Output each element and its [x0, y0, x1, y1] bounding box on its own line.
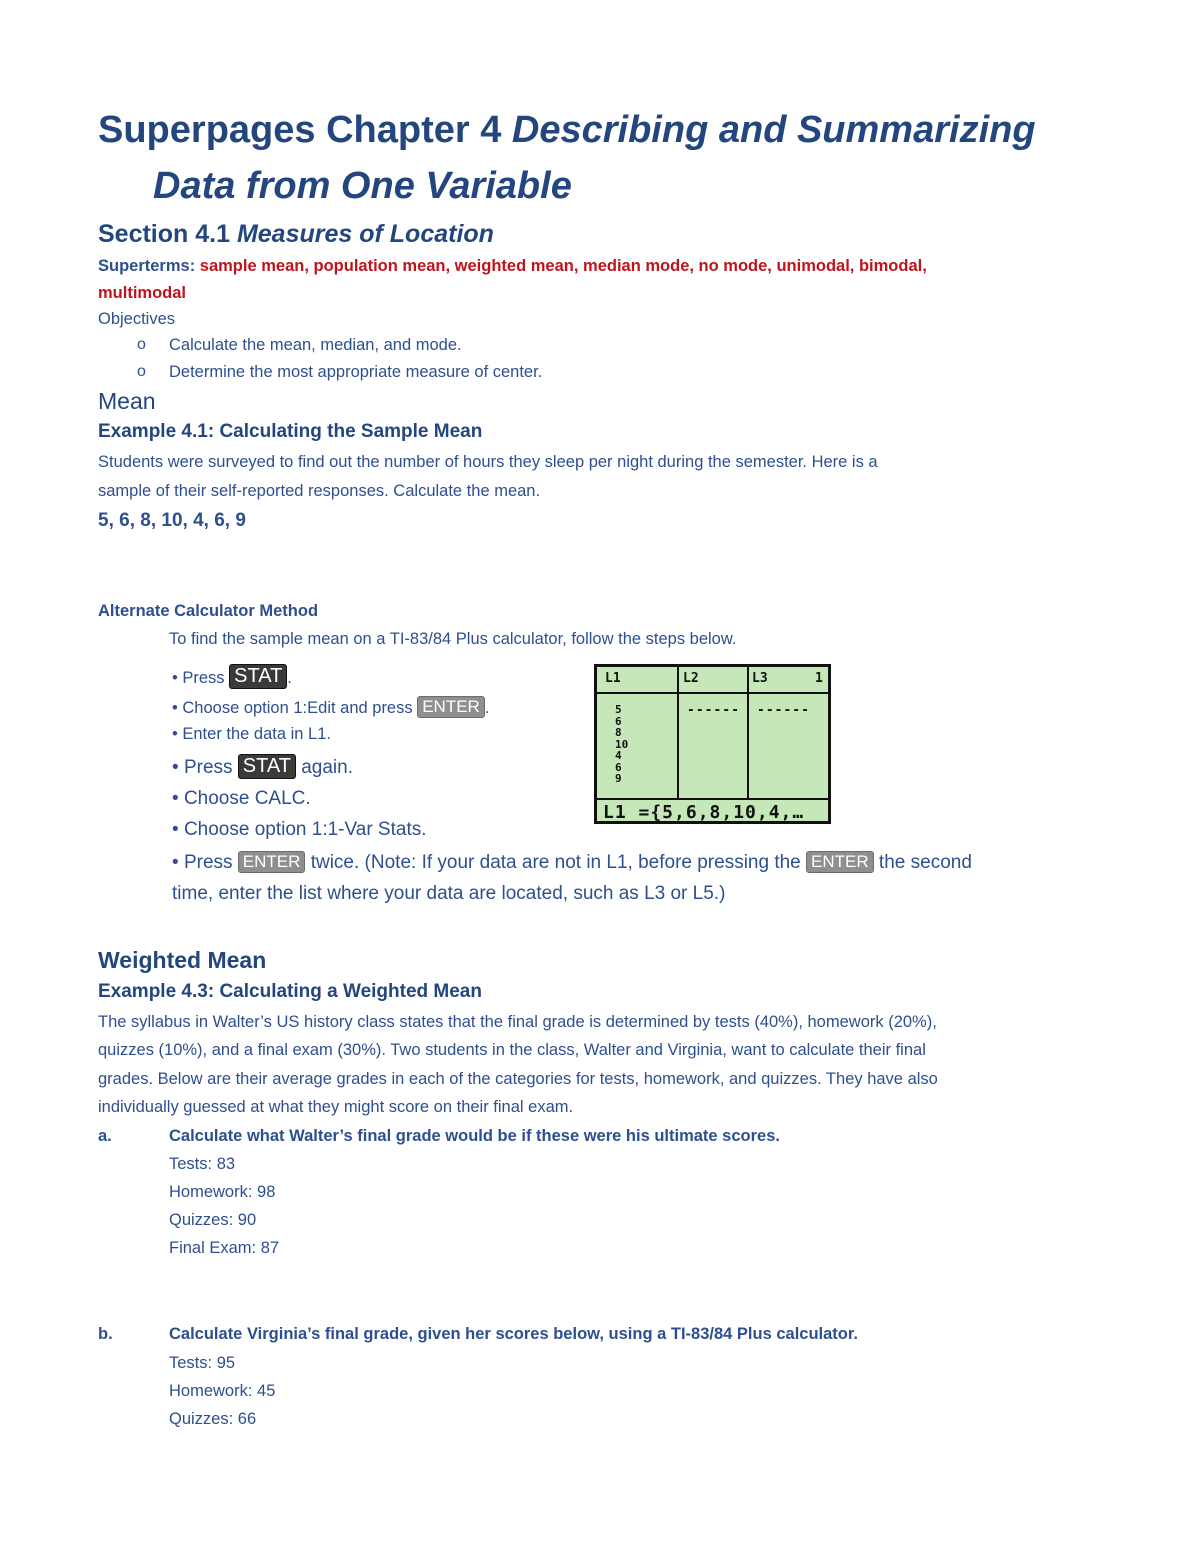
calc-col1-values [615, 704, 635, 785]
objective-item: Calculate the mean, median, and mode. [169, 336, 462, 354]
superterms-label: Superterms: [98, 257, 200, 275]
virginia-score: Quizzes: 66 [169, 1410, 257, 1428]
calc-col3-header: L3 [752, 671, 768, 686]
calc-value: 8 [615, 726, 622, 739]
calc-col2-dashes: ------ [687, 703, 740, 718]
virginia-score: Homework: 45 [169, 1382, 276, 1400]
superterms-line2: multimodal [98, 284, 187, 302]
mean-text-line1: Students were surveyed to find out the number of hours they sleep per night during the semester. Here is a [98, 453, 878, 471]
walter-score: Quizzes: 90 [169, 1211, 257, 1229]
weighted-text-line: The syllabus in Walter’s US history class states that the final grade is determined by tests (40%), homework (20%), [98, 1013, 937, 1031]
walter-score: Tests: 83 [169, 1155, 236, 1173]
calc-value: 5 [615, 703, 622, 716]
step-1: • Press STAT . [172, 665, 292, 687]
step-3: • Enter the data in L1. [172, 725, 331, 743]
step-6: • Choose option 1:1-Var Stats. [172, 819, 427, 840]
calc-header-rule [597, 692, 828, 694]
weighted-text-line: grades. Below are their average grades in each of the categories for tests, homework, and quizzes. They have also [98, 1070, 938, 1088]
part-a-label: a. [98, 1127, 112, 1145]
section-heading: Section 4.1 Measures of Location [98, 220, 494, 248]
step-2: • Choose option 1:Edit and press ENTER . [172, 697, 490, 717]
enter-key: ENTER [806, 851, 874, 873]
calculator-screen-image [594, 664, 831, 824]
calc-col-index: 1 [815, 671, 823, 686]
calc-footer-rule [597, 798, 828, 800]
calculator-method-heading: Alternate Calculator Method [98, 602, 319, 620]
step-5: • Choose CALC. [172, 788, 311, 809]
weighted-text-line: individually guessed at what they might score on their final exam. [98, 1098, 574, 1116]
objective-marker: o [137, 363, 146, 380]
part-b-label: b. [98, 1325, 113, 1343]
calc-value: 10 [615, 737, 629, 751]
sample-data-values: 5, 6, 8, 10, 4, 6, 9 [98, 510, 246, 531]
calc-col2-header: L2 [683, 671, 699, 686]
step-7-line2: time, enter the list where your data are located, such as L3 or L5.) [172, 883, 726, 904]
chapter-title-line2: Data from One Variable [153, 165, 572, 207]
example-4-3-title: Example 4.3: Calculating a Weighted Mean [98, 981, 482, 1002]
walter-score: Homework: 98 [169, 1183, 276, 1201]
part-a-question: Calculate what Walter’s final grade would be if these were his ultimate scores. [169, 1127, 780, 1145]
objectives-heading: Objectives [98, 310, 176, 328]
calc-divider [747, 667, 749, 800]
weighted-mean-heading: Weighted Mean [98, 947, 267, 973]
example-4-1-title: Example 4.1: Calculating the Sample Mean [98, 421, 483, 442]
mean-text-line2: sample of their self-reported responses. Calculate the mean. [98, 482, 541, 500]
objective-marker: o [137, 336, 146, 353]
calculator-method-intro: To find the sample mean on a TI-83/84 Plus calculator, follow the steps below. [169, 630, 737, 648]
superterms-line1 [98, 257, 927, 276]
step-4: • Press STAT again. [172, 755, 353, 778]
stat-key: STAT [229, 664, 287, 689]
calc-value: 6 [615, 714, 622, 728]
step-7: • Press ENTER twice. (Note: If your data are not in L1, before pressing the ENTER the second [172, 852, 972, 873]
stat-key: STAT [238, 754, 296, 779]
mean-heading: Mean [98, 388, 156, 414]
calc-value: 6 [615, 760, 622, 774]
virginia-score: Tests: 95 [169, 1354, 236, 1372]
calc-footer: L1 ={5,6,8,10,4,… [603, 802, 805, 823]
calc-value: 4 [615, 749, 622, 762]
chapter-title-plain: Superpages Chapter 4 [98, 109, 512, 151]
weighted-text-line: quizzes (10%), and a final exam (30%). Two students in the class, Walter and Virginia, want to calculate their final [98, 1041, 926, 1059]
calc-divider [677, 667, 679, 800]
calc-col3-dashes: ------ [757, 703, 810, 718]
chapter-title-line1 [98, 111, 1036, 149]
objective-item: Determine the most appropriate measure of center. [169, 363, 543, 381]
superterms-list: sample mean, population mean, weighted mean, median mode, no mode, unimodal, bimodal, [199, 257, 927, 275]
calc-value: 9 [615, 772, 622, 785]
walter-score: Final Exam: 87 [169, 1239, 280, 1257]
calc-col1-header: L1 [605, 671, 621, 686]
enter-key: ENTER [417, 696, 485, 718]
part-b-question: Calculate Virginia’s final grade, given her scores below, using a TI-83/84 Plus calculator. [169, 1325, 858, 1343]
enter-key: ENTER [238, 851, 306, 873]
chapter-title-italic: Describing and Summarizing [511, 109, 1036, 151]
